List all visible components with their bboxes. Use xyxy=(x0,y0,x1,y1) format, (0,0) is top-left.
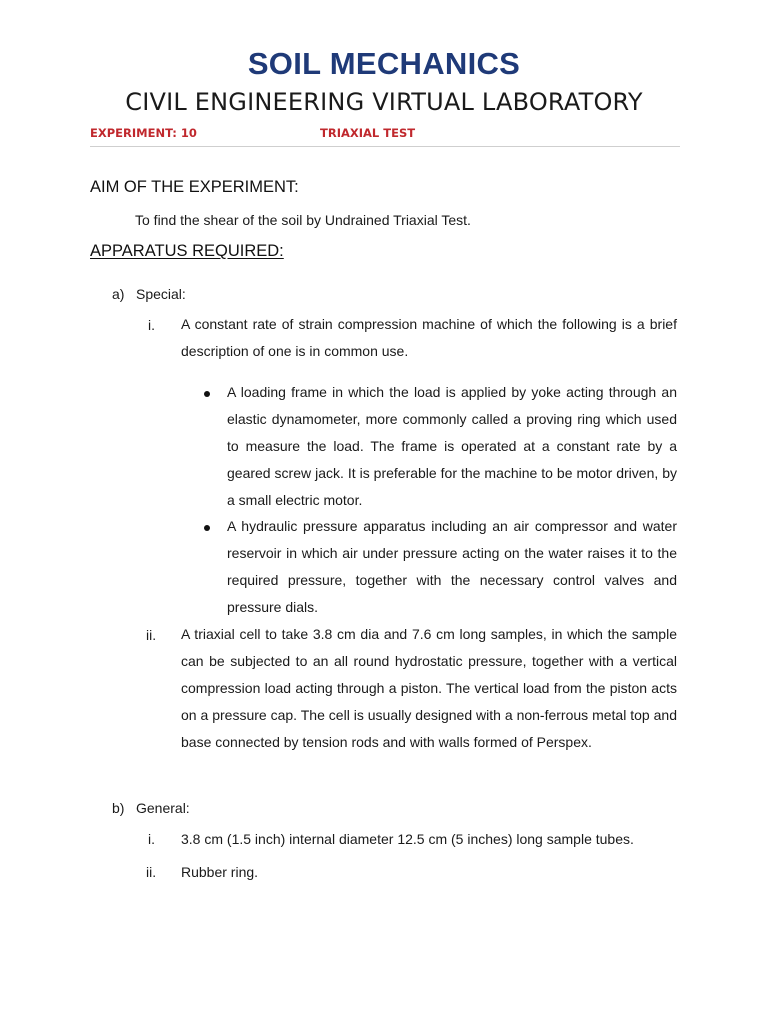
bullet-text-loading-frame: A loading frame in which the load is applied by yoke acting through an elastic dynamometer, more commonly called a proving ring which used to measure the load. The frame is operated at a constant rate by a geared screw jack. It is preferable for the machine to be motor driven, by a small electric motor. xyxy=(227,384,677,508)
special-item-marker: ii. xyxy=(146,627,157,643)
general-label: General: xyxy=(136,800,190,816)
general-marker: b) xyxy=(112,800,125,816)
bullet-dot xyxy=(204,525,210,531)
document-subtitle: CIVIL ENGINEERING VIRTUAL LABORATORY xyxy=(125,88,643,116)
special-marker: a) xyxy=(112,286,125,302)
general-item-text: Rubber ring. xyxy=(181,864,259,880)
general-item-text: 3.8 cm (1.5 inch) internal diameter 12.5 cm (5 inches) long sample tubes. xyxy=(181,831,634,847)
experiment-number: EXPERIMENT: 10 xyxy=(90,126,197,140)
document-title: SOIL MECHANICS xyxy=(247,46,521,81)
special-label: Special: xyxy=(136,286,186,302)
general-item-marker: ii. xyxy=(146,864,157,880)
apparatus-heading: APPARATUS REQUIRED: xyxy=(90,242,284,260)
special-item-text-triaxial-cell: A triaxial cell to take 3.8 cm dia and 7.6 cm long samples, in which the sample can be subjected to an all round hydrostatic pressure, together with a vertical compression load acting through a piston. The vertical load from the piston acts on a pressure cap. The cell is usually designed with a non-ferrous metal top and base connected by tension rods and with walls formed of Perspex. xyxy=(181,626,677,750)
bullet-text-hydraulic: A hydraulic pressure apparatus including an air compressor and water reservoir in which air under pressure acting on the water raises it to the required pressure, together with the necessary control valves and pressure dials. xyxy=(227,518,677,615)
experiment-name: TRIAXIAL TEST xyxy=(320,126,416,140)
general-item-marker: i. xyxy=(148,831,155,847)
aim-heading: AIM OF THE EXPERIMENT: xyxy=(90,178,299,196)
bullet-dot xyxy=(204,391,210,397)
aim-text: To find the shear of the soil by Undrained Triaxial Test. xyxy=(135,212,471,228)
special-item-text: A constant rate of strain compression machine of which the following is a brief description of one is in common use. xyxy=(181,316,677,359)
header-divider xyxy=(90,146,680,147)
special-item-marker: i. xyxy=(148,317,155,333)
